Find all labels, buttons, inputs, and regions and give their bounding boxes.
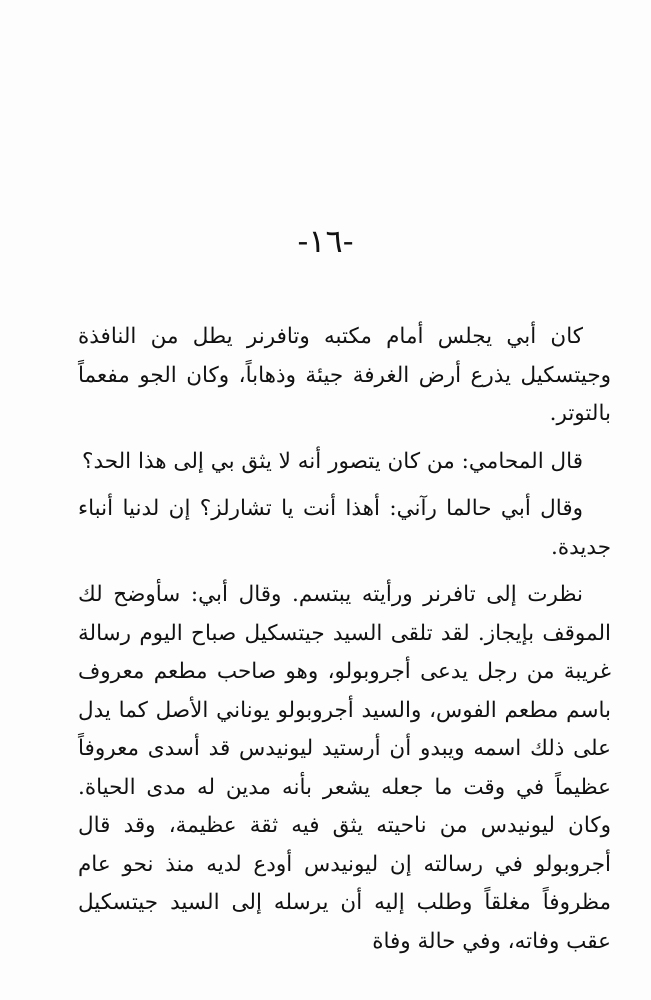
paragraph: نظرت إلى تافرنر ورأيته يبتسم. وقال أبي: سأوضح لك الموقف بإيجاز. لقد تلقى السيد جيتسكيل صباح اليوم رسالة غريبة من رجل يدعى أجروبولو، وهو صاحب مطعم معروف باسم مطعم الفوس، والسيد أجروبولو يوناني الأصل كما يدل على ذلك اسمه ويبدو أن أرستيد ليونيدس قد أسدى معروفاً عظيماً في وقت ما جعله يشعر بأنه مدين له مدى الحياة. وكان ليونيدس من ناحيته يثق فيه ثقة عظيمة، وقد قال أجروبولو في رسالته إن ليونيدس أودع لديه منذ نحو عام مظروفاً مغلقاً وطلب إليه أن يرسله إلى السيد جيتسكيل عقب وفاته، وفي حالة وفاة bbox=[78, 582, 611, 954]
paragraph: وقال أبي حالما رآني: أهذا أنت يا تشارلز؟ إن لدنيا أنباء جديدة. bbox=[78, 496, 611, 560]
page-number: -١٦- bbox=[297, 222, 354, 260]
page-body bbox=[78, 318, 611, 961]
paragraph: قال المحامي: من كان يتصور أنه لا يثق بي إلى هذا الحد؟ bbox=[82, 448, 583, 474]
paragraph: كان أبي يجلس أمام مكتبه وتافرنر يطل من النافذة وجيتسكيل يذرع أرض الغرفة جيئة وذهاباً، وكان الجو مفعماً بالتوتر. bbox=[78, 324, 611, 426]
